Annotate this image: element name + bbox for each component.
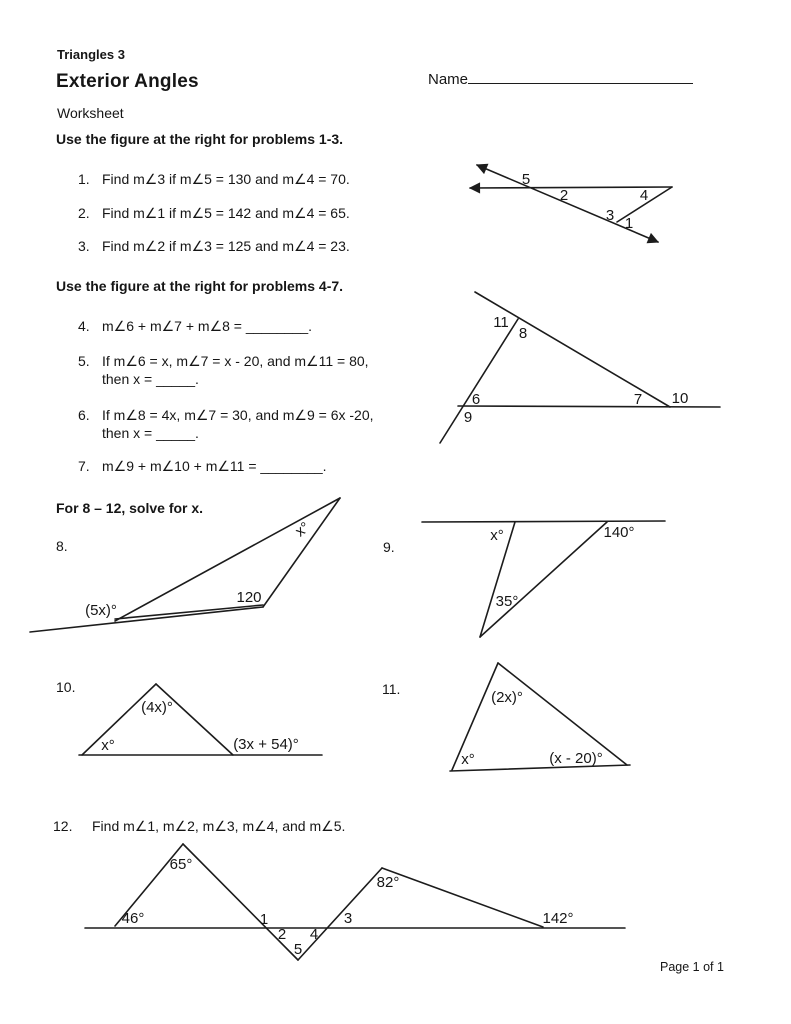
fig2-angle-8-label: 8 [518,325,528,342]
problem-2-text: Find m∠1 if m∠5 = 142 and m∠4 = 65. [102,205,350,221]
figure-problems-1-3 [455,148,695,260]
problem-5-text-line1: If m∠6 = x, m∠7 = x - 20, and m∠11 = 80, [102,353,369,369]
course-label: Triangles 3 [57,47,125,62]
problem-8-number: 8. [56,538,68,554]
problem-4 [78,317,312,335]
problem-4-text: m∠6 + m∠7 + m∠8 = ________. [102,318,313,334]
figure-11-lines [450,663,630,771]
problem-7-number: 7. [78,458,90,474]
fig1-angle-1-label: 1 [624,215,634,232]
fig8-ext-angle-label: 120 [236,589,262,606]
figure-problem-8 [30,490,350,638]
problem-2 [78,204,350,222]
problem-9-number: 9. [383,539,395,555]
problem-11-number: 11. [382,681,401,697]
problem-6-text-line2: then x = _____. [102,425,199,441]
fig11-right-angle-label: (x - 20)° [549,750,603,767]
problem-12 [53,817,345,835]
figure-problems-4-7 [435,285,725,450]
name-label: Name [428,71,469,88]
fig12-46-angle-label: 46° [121,910,145,927]
fig1-angle-2-label: 2 [559,187,569,204]
problem-1-text: Find m∠3 if m∠5 = 130 and m∠4 = 70. [102,171,350,187]
fig10-left-angle-label: x° [101,737,115,754]
fig12-142-angle-label: 142° [542,910,574,927]
fig9-x-angle-label: x° [490,527,504,544]
problem-7 [78,457,327,475]
fig9-140-angle-label: 140° [603,524,635,541]
problem-5-number: 5. [78,353,90,369]
problem-1-number: 1. [78,171,90,187]
fig8-left-angle-label: (5x)° [85,602,117,619]
fig12-65-angle-label: 65° [169,856,193,873]
page-title: Exterior Angles [56,71,199,92]
problem-6 [78,406,374,442]
fig2-angle-10-label: 10 [671,390,689,407]
fig1-angle-3-label: 3 [605,207,615,224]
name-blank-line [468,70,693,84]
problem-10-number: 10. [56,679,76,695]
page-subtitle: Worksheet [57,105,124,121]
problem-12-number: 12. [53,818,73,834]
figure-problem-11 [440,655,662,780]
figure-12-lines [85,844,625,960]
figure-problem-10 [75,675,335,767]
figure-8-lines [30,498,340,632]
problem-12-text: Find m∠1, m∠2, m∠3, m∠4, and m∠5. [92,818,346,834]
figure-2-lines [440,292,720,443]
name-row [428,70,693,88]
fig2-angle-7-label: 7 [633,391,643,408]
problem-3-text: Find m∠2 if m∠3 = 125 and m∠4 = 23. [102,238,350,254]
fig11-left-angle-label: x° [461,751,475,768]
problem-6-text-line1: If m∠8 = 4x, m∠7 = 30, and m∠9 = 6x -20, [102,407,374,423]
fig12-angle-4-label: 4 [309,926,319,943]
fig10-apex-angle-label: (4x)° [141,699,173,716]
problem-2-number: 2. [78,205,90,221]
problem-7-text: m∠9 + m∠10 + m∠11 = ________. [102,458,327,474]
problem-4-number: 4. [78,318,90,334]
fig12-angle-1-label: 1 [259,911,269,928]
fig2-angle-11-label: 11 [493,314,509,331]
problem-5-text-line2: then x = _____. [102,371,199,387]
fig10-right-angle-label: (3x + 54)° [233,736,299,753]
fig9-35-angle-label: 35° [495,593,519,610]
problem-3 [78,237,350,255]
fig1-angle-4-label: 4 [639,187,649,204]
figure-problem-9 [415,495,675,645]
fig12-angle-3-label: 3 [343,910,353,927]
fig12-82-angle-label: 82° [376,874,400,891]
problem-1 [78,170,350,188]
problem-6-number: 6. [78,407,90,423]
page-number: Page 1 of 1 [660,960,724,974]
instructions-4-7: Use the figure at the right for problems 4-7. [56,278,344,294]
problem-5 [78,352,369,388]
fig8-apex-angle-label: x° [292,518,314,541]
fig12-angle-2-label: 2 [277,926,287,943]
fig11-apex-angle-label: (2x)° [491,689,523,706]
problem-3-number: 3. [78,238,90,254]
instructions-1-3: Use the figure at the right for problems 1-3. [56,131,344,147]
figure-problem-12 [80,840,642,975]
fig2-angle-9-label: 9 [463,409,473,426]
fig12-angle-5-label: 5 [293,941,303,958]
instructions-8-12: For 8 – 12, solve for x. [56,500,204,516]
fig2-angle-6-label: 6 [471,391,481,408]
fig1-angle-5-label: 5 [521,171,531,188]
